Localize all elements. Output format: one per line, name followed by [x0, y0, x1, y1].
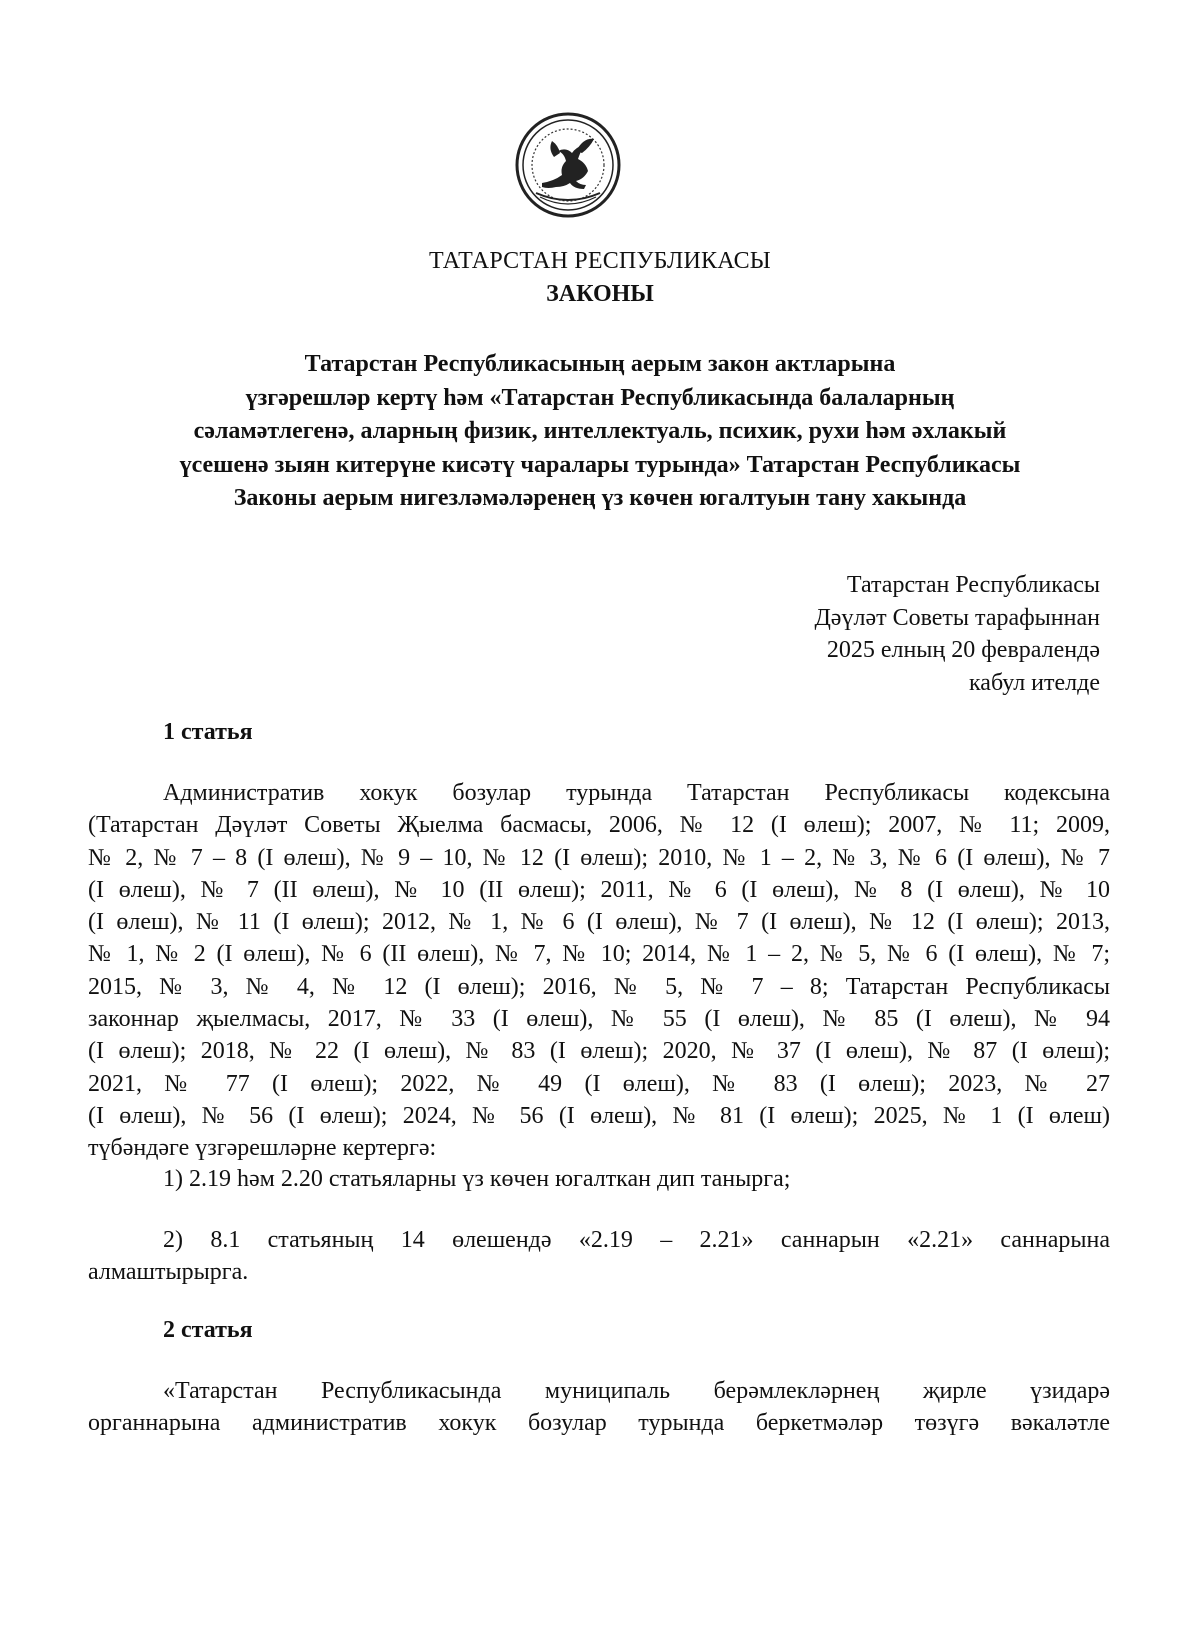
article-1-item-1: 1) 2.19 һәм 2.20 статьяларны үз көчен югалткан дип танырга;: [163, 1166, 791, 1192]
coat-of-arms-emblem-icon: [514, 111, 622, 219]
paragraph-line: (I өлеш), № 7 (II өлеш), № 10 (II өлеш); 2011, № 6 (I өлеш), № 8 (I өлеш), № 10: [88, 876, 1110, 903]
article-2-heading: 2 статья: [163, 1317, 253, 1343]
law-title: [90, 348, 1110, 516]
paragraph-line: «Татарстан Республикасында муниципаль берәмлекләрнең җирле үзидарә: [163, 1378, 1110, 1404]
paragraph-line: (I өлеш), № 11 (I өлеш); 2012, № 1, № 6 (I өлеш), № 7 (I өлеш), № 12 (I өлеш); 2013,: [88, 909, 1110, 936]
title-line: сәламәтлегенә, аларның физик, интеллектуаль, психик, рухи һәм әхлакый: [193, 418, 1007, 444]
law-heading: ЗАКОНЫ: [546, 281, 654, 307]
title-line: үзгәрешләр кертү һәм «Татарстан Республикасында балаларның: [245, 384, 955, 411]
adoption-line: Татарстан Республикасы: [846, 572, 1100, 598]
paragraph-line: № 1, № 2 (I өлеш), № 6 (II өлеш), № 7, № 10; 2014, № 1 – 2, № 5, № 6 (I өлеш), № 7;: [88, 941, 1110, 968]
paragraph-line: органнарына административ хокук бозулар турында беркетмәләр төзүгә вәкаләтле: [88, 1410, 1110, 1437]
paragraph-line: (I өлеш); 2018, № 22 (I өлеш), № 83 (I өлеш); 2020, № 37 (I өлеш), № 87 (I өлеш);: [88, 1038, 1110, 1065]
article-1-item-2: [88, 1224, 1110, 1289]
paragraph-line: алмаштырырга.: [88, 1259, 249, 1286]
paragraph-line: түбәндәге үзгәрешләрне кертергә:: [88, 1135, 437, 1162]
republic-heading: ТАТАРСТАН РЕСПУБЛИКАСЫ: [429, 248, 771, 274]
adoption-line: кабул ителде: [969, 669, 1100, 696]
adoption-line: Дәүләт Советы тарафыннан: [814, 604, 1100, 631]
paragraph-line: Административ хокук бозулар турында Татарстан Республикасы кодексына: [163, 780, 1110, 806]
paragraph-line: 2) 8.1 статьяның 14 өлешендә «2.19 – 2.21» саннарын «2.21» саннарына: [163, 1227, 1110, 1253]
paragraph-line: законнар җыелмасы, 2017, № 33 (I өлеш), № 55 (I өлеш), № 85 (I өлеш), № 94: [88, 1006, 1110, 1033]
paragraph-line: (I өлеш), № 56 (I өлеш); 2024, № 56 (I өлеш), № 81 (I өлеш); 2025, № 1 (I өлеш): [88, 1102, 1110, 1129]
adoption-line: 2025 елның 20 февралендә: [826, 637, 1100, 663]
title-line: үсешенә зыян китерүне кисәтү чаралары турында» Татарстан Республикасы: [179, 451, 1021, 478]
title-line: Татарстан Республикасының аерым закон актларына: [304, 351, 896, 377]
article-2-paragraph: [88, 1375, 1110, 1440]
article-1-heading: 1 статья: [163, 719, 253, 745]
paragraph-line: 2021, № 77 (I өлеш); 2022, № 49 (I өлеш), № 83 (I өлеш); 2023, № 27: [88, 1070, 1110, 1097]
paragraph-line: № 2, № 7 – 8 (I өлеш), № 9 – 10, № 12 (I өлеш); 2010, № 1 – 2, № 3, № 6 (I өлеш), № 7: [88, 844, 1110, 871]
paragraph-line: 2015, № 3, № 4, № 12 (I өлеш); 2016, № 5, № 7 – 8; Татарстан Республикасы: [88, 973, 1110, 1000]
paragraph-line: (Татарстан Дәүләт Советы Җыелма басмасы, 2006, № 12 (I өлеш); 2007, № 11; 2009,: [88, 812, 1110, 839]
title-line: Законы аерым нигезләмәләренең үз көчен югалтуын тану хакында: [233, 485, 967, 511]
adoption-note: [814, 569, 1100, 699]
article-1-paragraph: [88, 777, 1110, 1165]
